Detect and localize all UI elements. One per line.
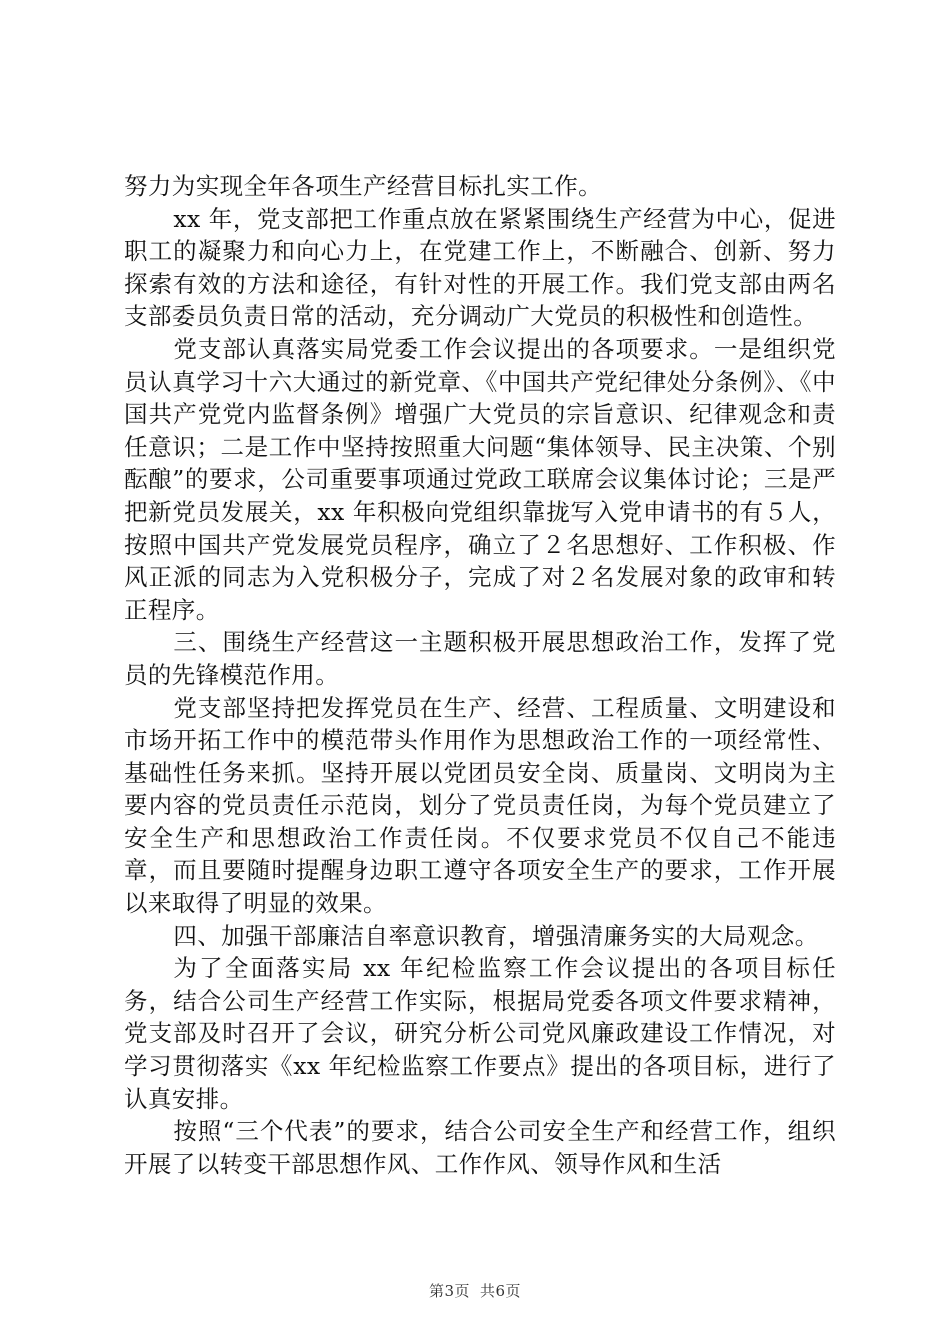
page-footer bbox=[0, 1280, 950, 1301]
paragraph-1: 努力为实现全年各项生产经营目标扎实工作。 bbox=[124, 172, 602, 200]
paragraph-4: 三、围绕生产经营这一主题积极开展思想政治工作，发挥了党员的先锋模范作用。 bbox=[124, 628, 836, 689]
paragraph-5: 党支部坚持把发挥党员在生产、经营、工程质量、文明建设和市场开拓工作中的模范带头作用作为思想政治工作的一项经常性、基础性任务来抓。坚持开展以党团员安全岗、质量岗、文明岗为主要内容的党员责任示范岗，划分了党员责任岗，为每个党员建立了安全生产和思想政治工作责任岗。不仅要求党员不仅自己不能违章，而且要随时提醒身边职工遵守各项安全生产的要求，工作开展以来取得了明显的效果。 bbox=[124, 693, 836, 918]
paragraph-6: 四、加强干部廉洁自率意识教育，增强清廉务实的大局观念。 bbox=[173, 921, 819, 950]
document-body bbox=[124, 170, 836, 1180]
paragraph-7: 为了全面落实局 xx 年纪检监察工作会议提出的各项目标任务，结合公司生产经营工作实际，根据局党委各项文件要求精神，党支部及时召开了会议，研究分析公司党风廉政建设工作情况，对学习贯彻落实《xx 年纪检监察工作要点》提出的各项目标，进行了认真安排。 bbox=[124, 954, 836, 1113]
page-number: 第3页 bbox=[428, 1282, 470, 1300]
paragraph-8: 按照“三个代表”的要求，结合公司安全生产和经营工作，组织开展了以转变干部思想作风、工作作风、领导作风和生活 bbox=[124, 1117, 836, 1178]
page-total: 共6页 bbox=[480, 1282, 522, 1300]
paragraph-3: 党支部认真落实局党委工作会议提出的各项要求。一是组织党员认真学习十六大通过的新党章、《中国共产党纪律处分条例》、《中国共产党党内监督条例》增强广大党员的宗旨意识、纪律观念和责任意识；二是工作中坚持按照重大问题“集体领导、民主决策、个别酝酿”的要求，公司重要事项通过党政工联席会议集体讨论；三是严把新党员发展关，xx 年积极向党组织靠拢写入党申请书的有５人，按照中国共产党发展党员程序，确立了２名思想好、工作积极、作风正派的同志为入党积极分子，完成了对２名发展对象的政审和转正程序。 bbox=[124, 334, 836, 624]
paragraph-2: xx 年，党支部把工作重点放在紧紧围绕生产经营为中心，促进职工的凝聚力和向心力上，在党建工作上，不断融合、创新、努力探索有效的方法和途径，有针对性的开展工作。我们党支部由两名支部委员负责日常的活动，充分调动广大党员的积极性和创造性。 bbox=[124, 204, 836, 331]
